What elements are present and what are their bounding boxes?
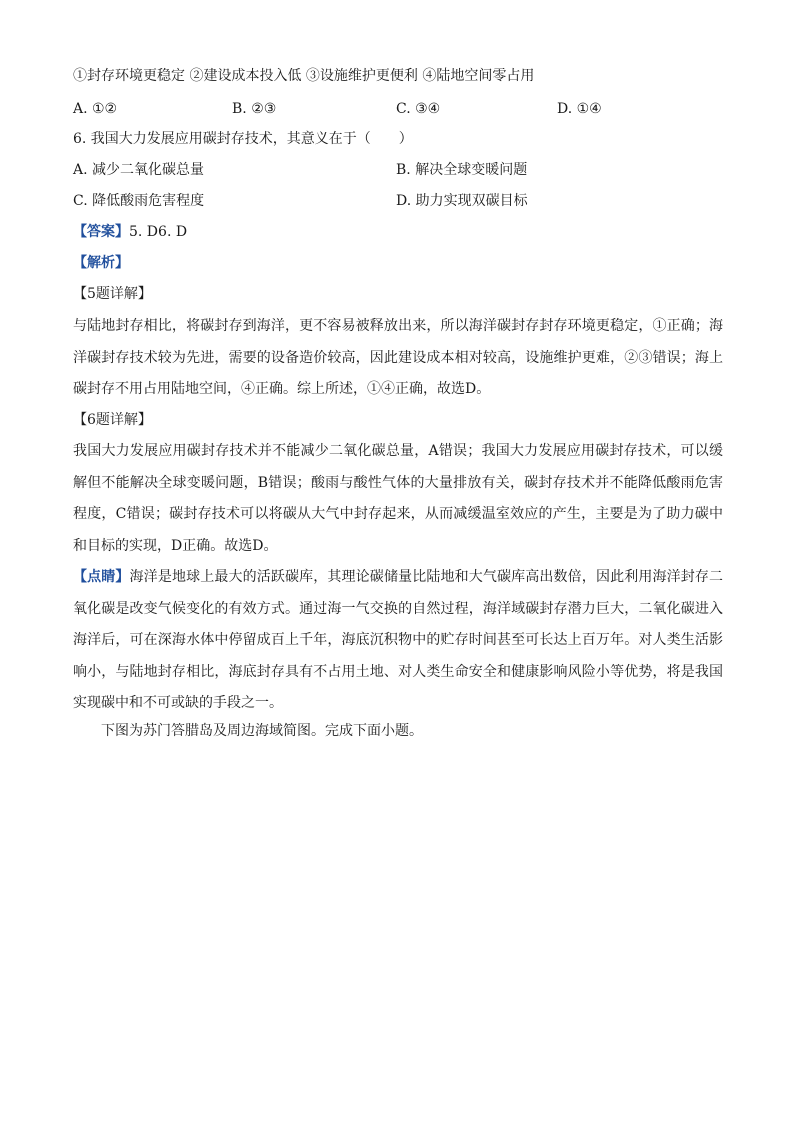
answer-line [73,222,187,242]
tip-paragraph [73,562,723,720]
detail5-heading: 【5题详解】 [73,286,152,302]
tip-text: 海洋是地球上最大的活跃碳库，其理论碳储量比陆地和大气碳库高出数倍，因此利用海洋封存二氧化碳是改变气候变化的有效方式。通过海一气交换的自然过程，海洋域碳封存潜力巨大，二氧化碳进入海洋后，可在深海水体中停留成百上千年，海底沉积物中的贮存时间甚至可长达上百万年。对人类生活影响小，与陆地封存相比，海底封存具有不占用土地、对人类生命安全和健康影响风险小等优势，将是我国实现碳中和不可或缺的手段之一。 [73,569,724,711]
q6-option-d: D. 助力实现双碳目标 [396,193,528,209]
detail5-paragraph: 与陆地封存相比，将碳封存到海洋，更不容易被释放出来，所以海洋碳封存封存环境更稳定，①正确；海洋碳封存技术较为先进，需要的设备造价较高，因此建设成本相对较高，设施维护更难，②③错误；海上碳封存不用占用陆地空间，④正确。综上所述，①④正确，故选D。 [73,318,723,397]
tip-tag: 【点睛】 [73,569,130,585]
analysis-tag: 【解析】 [73,255,129,271]
next-question-intro: 下图为苏门答腊岛及周边海域简图。完成下面小题。 [101,723,423,739]
q5-option-b: B. ②③ [232,101,277,117]
q5-option-c: C. ③④ [396,101,441,117]
q5-option-d: D. ①④ [557,101,602,117]
q6-option-c: C. 降低酸雨危害程度 [73,193,205,209]
q6-stem: 6. 我国大力发展应用碳封存技术，其意义在于（ ） [73,131,413,147]
q5-option-a: A. ①② [73,101,118,117]
answer-text: 5. D6. D [129,224,188,240]
detail6-heading: 【6题详解】 [73,412,152,428]
q6-option-a: A. 减少二氧化碳总量 [73,162,205,178]
q6-option-b: B. 解决全球变暖问题 [396,162,528,178]
detail6-paragraph: 我国大力发展应用碳封存技术并不能减少二氧化碳总量，A错误；我国大力发展应用碳封存技术，可以缓解但不能解决全球变暖问题，B错误；酸雨与酸性气体的大量排放有关，碳封存技术并不能降低酸雨危害程度，C错误；碳封存技术可以将碳从大气中封存起来，从而减缓温室效应的产生，主要是为了助力碳中和目标的实现，D正确。故选D。 [73,443,723,554]
answer-tag: 【答案】 [73,224,129,240]
q5-statements: ①封存环境更稳定 ②建设成本投入低 ③设施维护更便利 ④陆地空间零占用 [73,68,535,84]
analysis-line [73,253,129,273]
